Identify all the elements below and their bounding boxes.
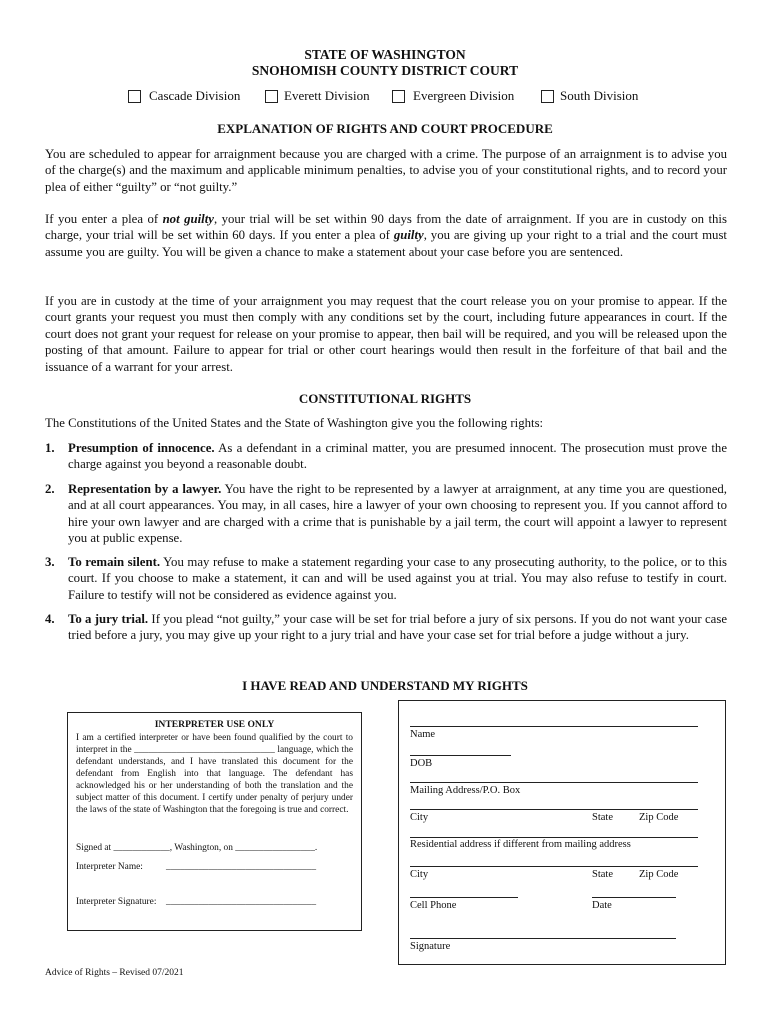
name-field[interactable] [410,726,698,727]
zip-label-1: Zip Code [639,812,679,823]
explanation-paragraph-1: You are scheduled to appear for arraignment because you are charged with a crime. The purpose of an arraignment is to advise you of the charge(s) and the maximum and applicable minimum penalties, to advise you of your constitutional rights, and to record your plea of either “guilty” or “not guilty.” [45,147,727,194]
name-label: Name [410,729,436,740]
right-item-3: 3. To remain silent. You may refuse to make a statement regarding your case to any prosecuting authority, to the police, or to this court. If you choose to make a statement, it can and will be used against you at trial. You may also refuse to testify in court. Failure to testify will not be considered as evidence against you. [45,555,727,602]
state-title: STATE OF WASHINGTON [304,47,466,62]
zip-label-2: Zip Code [639,869,679,880]
right-item-4: 4. To a jury trial. If you plead “not guilty,” your case will be set for trial before a jury of six persons. If you do not want your case tried before a jury, you may give up your right to a jury trial and have your case set for trial before a judge without a jury. [45,612,727,643]
date-label: Date [592,900,612,911]
constitutional-intro: The Constitutions of the United States and the State of Washington give you the following rights: [45,416,544,430]
signature-label: Signature [410,941,451,952]
mailing-address-label: Mailing Address/P.O. Box [410,785,521,796]
evergreen-checkbox[interactable] [392,90,405,103]
residential-address-label: Residential address if different from mailing address [410,839,631,850]
constitutional-title: CONSTITUTIONAL RIGHTS [298,391,472,406]
cascade-label: Cascade Division [149,88,241,103]
city-label-1: City [410,812,429,823]
dob-label: DOB [410,758,433,769]
interpreter-signature-label: Interpreter Signature: [76,897,157,907]
cell-phone-label: Cell Phone [410,900,457,911]
right-item-1: 1. Presumption of innocence. As a defendant in a criminal matter, you are presumed innocent. The prosecution must prove the charge against you beyond a reasonable doubt. [45,441,727,472]
cell-phone-field[interactable] [410,897,518,898]
division-cascade[interactable] [128,88,240,104]
division-evergreen[interactable] [392,88,514,104]
mailing-address-field[interactable] [410,782,698,783]
interpreter-signed-at[interactable]: Signed at ____________, Washington, on _________________. [76,843,318,853]
court-title: SNOHOMISH COUNTY DISTRICT COURT [251,63,519,78]
city-label-2: City [410,869,429,880]
interpreter-box [67,712,362,931]
south-checkbox[interactable] [541,90,554,103]
city-state-zip-field-2[interactable] [410,866,698,867]
dob-field[interactable] [410,755,511,756]
evergreen-label: Evergreen Division [413,88,515,103]
division-south[interactable] [541,88,638,104]
defendant-info-box [398,700,726,965]
footer-revision: Advice of Rights – Revised 07/2021 [45,968,184,978]
date-field[interactable] [592,897,676,898]
city-state-zip-field-1[interactable] [410,809,698,810]
interpreter-certification: I am a certified interpreter or have been found qualified by the court to interpret in the ______________________________ language, which the defendant understands, and I have translated this document for the defendant from English into that language. The defendant has acknowledged his or her understanding of both the translation and the subject matter of this document. I certify under penalty of perjury under the laws of the state of Washington that the foregoing is true and correct. [76,733,353,815]
residential-address-field[interactable] [410,837,698,838]
interpreter-name-label: Interpreter Name: [76,862,143,872]
signature-field[interactable] [410,938,676,939]
state-label-1: State [592,812,613,823]
acknowledge-title: I HAVE READ AND UNDERSTAND MY RIGHTS [242,678,528,693]
everett-label: Everett Division [284,88,370,103]
everett-checkbox[interactable] [265,90,278,103]
interpreter-signature-field[interactable]: ________________________________ [166,897,316,907]
right-item-2: 2. Representation by a lawyer. You have the right to be represented by a lawyer at arraignment, at any time you are questioned, and at all court appearances. You may, in all cases, hire a lawyer of your own choosing to represent you. If you cannot afford to hire your own lawyer and are charged with a crime that is punishable by a jail term, the court will appoint a lawyer to represent you at public expense. [45,482,727,546]
cascade-checkbox[interactable] [128,90,141,103]
division-everett[interactable] [265,88,370,104]
state-label-2: State [592,869,613,880]
interpreter-title: INTERPRETER USE ONLY [154,719,275,730]
explanation-title: EXPLANATION OF RIGHTS AND COURT PROCEDURE [217,121,553,136]
explanation-paragraph-2: If you enter a plea of not guilty, your trial will be set within 90 days from the date of arraignment. If you are in custody on this charge, your trial will be set within 60 days. If you enter a plea of guilty, you are giving up your right to a trial and the court must assume you are guilty. You will be given a chance to make a statement about your case before you are sentenced. [45,212,727,259]
south-label: South Division [560,88,639,103]
explanation-paragraph-3: If you are in custody at the time of your arraignment you may request that the court release you on your promise to appear. If the court grants your request you must then comply with any conditions set by the court, including future appearances in court. If the court does not grant your request for release on your promise to appear, then bail will be required, and you will be released upon the posting of that amount. Failure to appear for trial or other court hearings would then result in the forfeiture of that bail and the issuance of a warrant for your arrest. [45,294,727,374]
interpreter-name-field[interactable]: ________________________________ [166,862,316,872]
